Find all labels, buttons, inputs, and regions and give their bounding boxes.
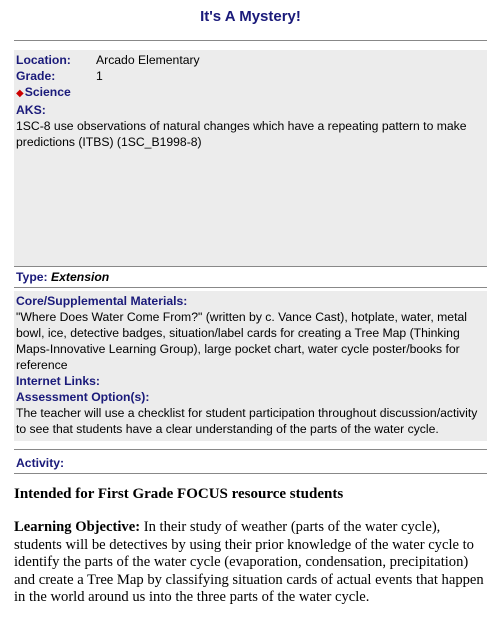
page-title: It's A Mystery! <box>200 8 301 25</box>
intended-heading: Intended for First Grade FOCUS resource students <box>14 486 344 502</box>
materials-label: Core/Supplemental Materials: <box>16 294 188 308</box>
diamond-bullet-icon: ◆ <box>16 88 24 99</box>
aks-text: 1SC-8 use observations of natural changes which have a repeating pattern to make predictions (ITBS) (1SC_B1998-8) <box>16 119 467 149</box>
activity-row <box>14 450 487 473</box>
location-label: Location: <box>16 53 71 67</box>
materials-text: "Where Does Water Come From?" (written by c. Vance Cast), hotplate, water, metal bowl, ice, detective badges, situation/label cards for creating a Tree Map (Thinking Maps-Innovative Learning Group), large pocket chart, water cycle poster/books for reference <box>16 310 467 372</box>
assessment-text: The teacher will use a checklist for student participation throughout discussion/activity to see that students have a clear understanding of the parts of the water cycle. <box>16 406 478 436</box>
materials-divider <box>14 287 487 288</box>
subject-row <box>16 84 485 102</box>
objective-text: In their study of weather (parts of the water cycle), students will be detectives by using their prior knowledge of the water cycle to identify the parts of the water cycle (evaporation, condensation, precipitation) and create a Tree Map by classifying situation cards of actual events that happen in the world around us into the three parts of the water cycle. <box>14 519 484 605</box>
subject-label: Science <box>24 85 71 99</box>
aks-label: AKS: <box>16 103 46 117</box>
type-value: Extension <box>51 270 110 284</box>
activity-label: Activity: <box>16 456 65 470</box>
location-row <box>16 52 485 68</box>
location-value: Arcado Elementary <box>96 53 200 67</box>
assessment-label: Assessment Option(s): <box>16 390 150 404</box>
grade-value: 1 <box>96 69 103 83</box>
type-row <box>14 267 487 287</box>
internet-links-label: Internet Links: <box>16 374 100 388</box>
grade-label: Grade: <box>16 69 56 83</box>
objective-label: Learning Objective: <box>14 519 141 535</box>
details-block <box>14 50 487 266</box>
activity-bottom-divider <box>14 473 487 474</box>
materials-block <box>14 291 487 441</box>
learning-objective <box>14 519 487 607</box>
type-label: Type: <box>16 270 48 284</box>
grade-row <box>16 68 485 84</box>
